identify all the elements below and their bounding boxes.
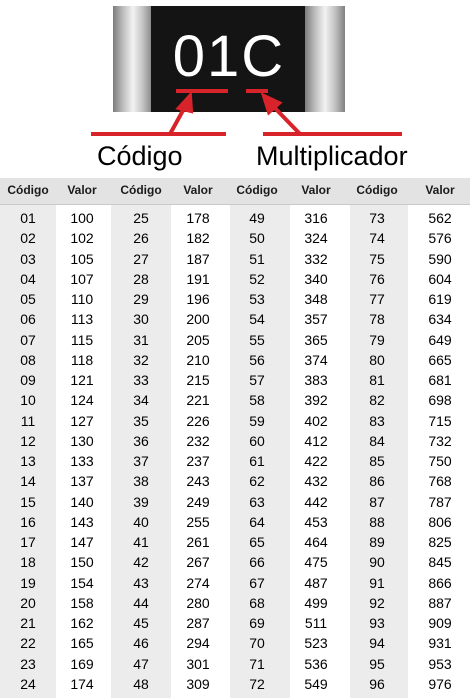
- value-cell: 133: [70, 453, 94, 469]
- code-cell: 69: [249, 615, 265, 631]
- value-cell: 442: [304, 493, 328, 510]
- code-cell: 17: [20, 534, 36, 550]
- value-cell: 909: [428, 615, 452, 631]
- code-cell: 92: [369, 594, 385, 611]
- code-cell: 29: [133, 291, 149, 307]
- value-cell: 475: [304, 554, 328, 571]
- value-cell: 866: [428, 574, 452, 591]
- value-cell: 140: [70, 493, 94, 510]
- code-cell: 94: [369, 635, 385, 652]
- code-cell: 57: [249, 372, 265, 388]
- code-cell: 21: [20, 615, 36, 631]
- value-cell: 732: [428, 432, 452, 449]
- value-cell: 953: [428, 655, 452, 672]
- value-cell: 432: [304, 473, 328, 490]
- value-cell: 210: [186, 351, 210, 368]
- value-cell: 267: [186, 554, 210, 571]
- code-cell: 76: [369, 270, 385, 287]
- value-cell: 348: [304, 291, 328, 307]
- value-cell: 130: [70, 432, 94, 449]
- header-codigo: Código: [236, 183, 278, 197]
- value-cell: 383: [304, 372, 328, 388]
- value-cell: 499: [304, 594, 328, 611]
- table-header-row: [0, 178, 470, 205]
- value-cell: 523: [304, 635, 328, 652]
- code-cell: 27: [133, 250, 149, 267]
- value-cell: 226: [186, 412, 210, 429]
- code-cell: 53: [249, 291, 265, 307]
- value-cell: 107: [70, 270, 94, 287]
- code-cell: 26: [133, 230, 149, 247]
- code-cell: 51: [249, 250, 265, 267]
- value-cell: 402: [304, 412, 328, 429]
- code-cell: 60: [249, 432, 265, 449]
- value-cell: 324: [304, 230, 328, 247]
- code-cell: 41: [133, 534, 149, 550]
- code-cell: 67: [249, 574, 265, 591]
- value-cell: 604: [428, 270, 452, 287]
- value-cell: 634: [428, 311, 452, 328]
- code-cell: 24: [20, 675, 36, 692]
- value-cell: 255: [186, 513, 210, 530]
- value-cell: 768: [428, 473, 452, 490]
- value-cell: 887: [428, 594, 452, 611]
- code-cell: 87: [369, 493, 385, 510]
- value-cell: 196: [186, 291, 210, 307]
- code-cell: 44: [133, 594, 149, 611]
- value-cell: 619: [428, 291, 452, 307]
- value-cell: 165: [70, 635, 94, 652]
- code-cell: 31: [133, 331, 149, 348]
- value-cell: 127: [70, 412, 94, 429]
- code-cell: 02: [20, 230, 36, 247]
- code-cell: 43: [133, 574, 149, 591]
- value-cell: 215: [186, 372, 210, 388]
- header-valor: Valor: [425, 183, 455, 197]
- value-cell: 549: [304, 675, 328, 692]
- code-cell: 42: [133, 554, 149, 571]
- value-cell: 392: [304, 392, 328, 409]
- code-cell: 50: [249, 230, 265, 247]
- code-cell: 10: [20, 392, 36, 409]
- value-cell: 806: [428, 513, 452, 530]
- value-cell: 115: [70, 331, 94, 348]
- value-cell: 100: [70, 210, 94, 226]
- value-cell: 412: [304, 432, 328, 449]
- value-cell: 274: [186, 574, 210, 591]
- code-cell: 19: [20, 574, 36, 591]
- value-cell: 562: [428, 210, 452, 226]
- code-cell: 78: [369, 311, 385, 328]
- code-cell: 15: [20, 493, 36, 510]
- value-cell: 787: [428, 493, 452, 510]
- code-cell: 11: [20, 412, 36, 429]
- multiplier-label: Multiplicador: [256, 141, 408, 171]
- code-label-bar: [91, 132, 226, 136]
- code-cell: 66: [249, 554, 265, 571]
- code-cell: 30: [133, 311, 149, 328]
- value-cell: 121: [70, 372, 94, 388]
- value-cell: 187: [186, 250, 210, 267]
- code-cell: 23: [20, 655, 36, 672]
- value-cell: 536: [304, 655, 328, 672]
- value-cell: 124: [70, 392, 94, 409]
- multiplier-label-bar: [263, 132, 402, 136]
- code-cell: 33: [133, 372, 149, 388]
- code-cell: 22: [20, 635, 36, 652]
- header-valor: Valor: [301, 183, 331, 197]
- value-cell: 357: [304, 311, 328, 328]
- code-cell: 16: [20, 513, 36, 530]
- code-cell: 58: [249, 392, 265, 409]
- code-cell: 39: [133, 493, 149, 510]
- value-cell: 294: [186, 635, 210, 652]
- code-cell: 32: [133, 351, 149, 368]
- value-cell: 845: [428, 554, 452, 571]
- value-cell: 665: [428, 351, 452, 368]
- resistor-code-marking: 01C: [172, 24, 286, 89]
- code-cell: 64: [249, 513, 265, 530]
- code-cell: 93: [369, 615, 385, 631]
- code-cell: 89: [369, 534, 385, 550]
- value-cell: 137: [70, 473, 94, 490]
- code-cell: 72: [249, 675, 265, 692]
- code-cell: 83: [369, 412, 385, 429]
- value-cell: 261: [186, 534, 210, 550]
- code-cell: 88: [369, 513, 385, 530]
- code-cell: 12: [20, 432, 36, 449]
- code-arrow-head: [179, 96, 191, 111]
- value-cell: 169: [70, 655, 94, 672]
- code-cell: 70: [249, 635, 265, 652]
- code-cell: 75: [369, 250, 385, 267]
- code-cell: 79: [369, 331, 385, 348]
- code-cell: 20: [20, 594, 36, 611]
- code-cell: 45: [133, 615, 149, 631]
- code-cell: 52: [249, 270, 265, 287]
- value-cell: 280: [186, 594, 210, 611]
- code-cell: 91: [369, 574, 385, 591]
- value-cell: 332: [304, 250, 328, 267]
- code-cell: 25: [133, 210, 149, 226]
- value-cell: 931: [428, 635, 452, 652]
- value-cell: 243: [186, 473, 210, 490]
- code-cell: 35: [133, 412, 149, 429]
- code-cell: 08: [20, 351, 36, 368]
- value-cell: 105: [70, 250, 94, 267]
- value-cell: 511: [304, 615, 328, 631]
- value-cell: 422: [304, 453, 328, 469]
- header-valor: Valor: [183, 183, 213, 197]
- code-cell: 47: [133, 655, 149, 672]
- value-cell: 221: [186, 392, 210, 409]
- code-cell: 37: [133, 453, 149, 469]
- code-cell: 04: [20, 270, 36, 287]
- value-cell: 715: [428, 412, 452, 429]
- code-cell: 62: [249, 473, 265, 490]
- value-cell: 309: [186, 675, 210, 692]
- value-cell: 464: [304, 534, 328, 550]
- resistor-diagram: [0, 0, 470, 176]
- code-cell: 14: [20, 473, 36, 490]
- value-cell: 590: [428, 250, 452, 267]
- value-cell: 249: [186, 493, 210, 510]
- code-cell: 49: [249, 210, 265, 226]
- value-cell: 110: [70, 291, 94, 307]
- code-cell: 28: [133, 270, 149, 287]
- header-codigo: Código: [120, 183, 162, 197]
- code-cell: 05: [20, 291, 36, 307]
- code-cell: 84: [369, 432, 385, 449]
- code-cell: 34: [133, 392, 149, 409]
- value-cell: 316: [304, 210, 328, 226]
- code-label: Código: [97, 141, 183, 171]
- code-cell: 80: [369, 351, 385, 368]
- value-cell: 232: [186, 432, 210, 449]
- header-codigo: Código: [7, 183, 49, 197]
- code-cell: 40: [133, 513, 149, 530]
- code-cell: 90: [369, 554, 385, 571]
- value-cell: 150: [70, 554, 94, 571]
- header-codigo: Código: [356, 183, 398, 197]
- code-cell: 18: [20, 554, 36, 571]
- value-cell: 158: [70, 594, 94, 611]
- value-cell: 750: [428, 453, 452, 469]
- code-cell: 36: [133, 432, 149, 449]
- code-cell: 56: [249, 351, 265, 368]
- code-cell: 68: [249, 594, 265, 611]
- value-cell: 102: [70, 230, 94, 247]
- value-cell: 976: [428, 675, 452, 692]
- code-cell: 55: [249, 331, 265, 348]
- code-cell: 63: [249, 493, 265, 510]
- value-cell: 301: [186, 655, 210, 672]
- value-cell: 487: [304, 574, 328, 591]
- value-cell: 698: [428, 392, 452, 409]
- value-cell: 200: [186, 311, 210, 328]
- code-cell: 06: [20, 311, 36, 328]
- code-cell: 38: [133, 473, 149, 490]
- code-cell: 86: [369, 473, 385, 490]
- code-cell: 13: [20, 453, 36, 469]
- value-cell: 237: [186, 453, 210, 469]
- value-cell: 681: [428, 372, 452, 388]
- code-cell: 48: [133, 675, 149, 692]
- code-cell: 81: [369, 372, 385, 388]
- code-cell: 54: [249, 311, 265, 328]
- value-cell: 825: [428, 534, 452, 550]
- value-cell: 147: [70, 534, 94, 550]
- value-cell: 154: [70, 574, 94, 591]
- code-cell: 65: [249, 534, 265, 550]
- code-cell: 46: [133, 635, 149, 652]
- code-cell: 59: [249, 412, 265, 429]
- code-cell: 77: [369, 291, 385, 307]
- value-cell: 162: [70, 615, 94, 631]
- code-cell: 96: [369, 675, 385, 692]
- value-cell: 174: [70, 675, 94, 692]
- value-cell: 191: [186, 270, 210, 287]
- code-value-table: [0, 178, 470, 698]
- code-cell: 09: [20, 372, 36, 388]
- code-cell: 71: [249, 655, 265, 672]
- code-cell: 95: [369, 655, 385, 672]
- value-cell: 374: [304, 351, 328, 368]
- code-cell: 03: [20, 250, 36, 267]
- code-cell: 07: [20, 331, 36, 348]
- value-cell: 576: [428, 230, 452, 247]
- value-cell: 143: [70, 513, 94, 530]
- value-cell: 178: [186, 210, 210, 226]
- value-cell: 205: [186, 331, 210, 348]
- code-cell: 73: [369, 210, 385, 226]
- value-cell: 182: [186, 230, 210, 247]
- value-cell: 453: [304, 513, 328, 530]
- code-cell: 85: [369, 453, 385, 469]
- code-cell: 61: [249, 453, 265, 469]
- value-cell: 287: [186, 615, 210, 631]
- code-cell: 74: [369, 230, 385, 247]
- value-cell: 365: [304, 331, 328, 348]
- code-cell: 01: [20, 210, 36, 226]
- value-cell: 113: [70, 311, 94, 328]
- header-valor: Valor: [67, 183, 97, 197]
- code-cell: 82: [369, 392, 385, 409]
- value-cell: 340: [304, 270, 328, 287]
- value-cell: 649: [428, 331, 452, 348]
- value-cell: 118: [70, 351, 94, 368]
